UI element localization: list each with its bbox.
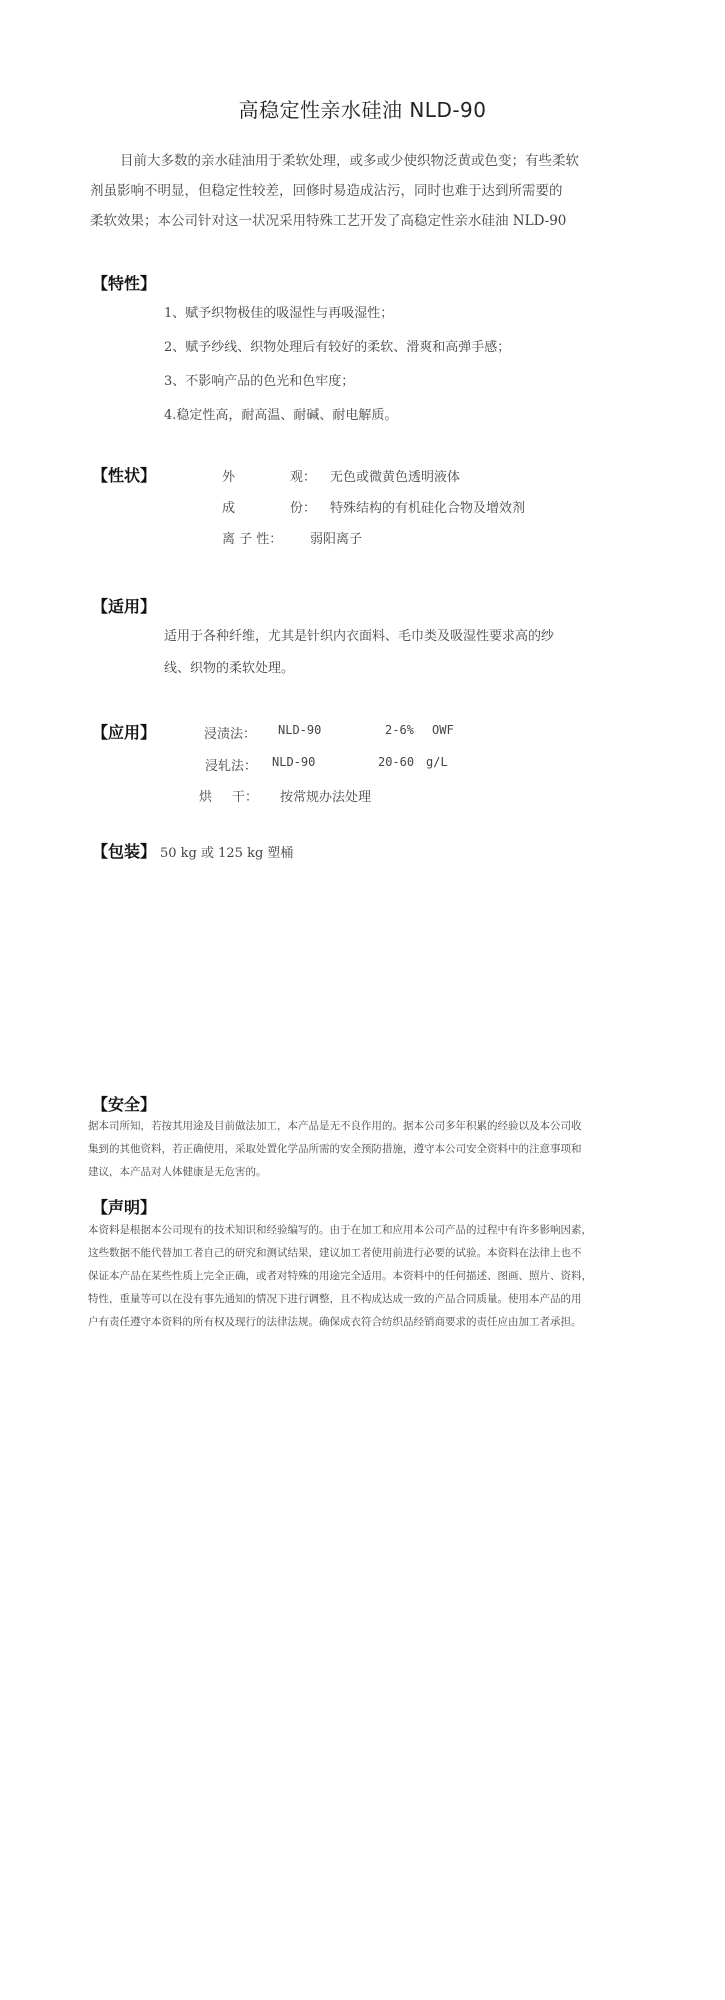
application-product: NLD-90 xyxy=(272,755,316,769)
packaging-text: 50 kg 或 125 kg 塑桶 xyxy=(160,846,294,861)
property-value: 弱阳离子 xyxy=(310,532,363,547)
statement-line: 户有责任遵守本资料的所有权及现行的法律法规。确保成衣符合纺织品经销商要求的责任应由加工者承担。 xyxy=(88,1316,582,1328)
statement-line: 本资料是根据本公司现有的技术知识和经验编写的。由于在加工和应用本公司产品的过程中有许多影响因素， xyxy=(88,1224,592,1236)
statement-line: 这些数据不能代替加工者自己的研究和测试结果，建议加工者使用前进行必要的试验。本资料在法律上也不 xyxy=(88,1247,582,1259)
application-method: 浸轧法： xyxy=(205,759,258,774)
intro-line: 柔软效果；本公司针对这一状况采用特殊工艺开发了高稳定性亲水硅油 NLD-90 xyxy=(90,213,567,229)
packaging-heading: 【包装】 xyxy=(92,842,157,861)
safety-line: 建议，本产品对人体健康是无危害的。 xyxy=(88,1166,267,1178)
features-heading: 【特性】 xyxy=(92,274,157,293)
property-label: 成 xyxy=(222,501,236,516)
property-value: 无色或微黄色透明液体 xyxy=(330,470,461,485)
property-label: 离 子 性： xyxy=(222,532,283,547)
statement-heading: 【声明】 xyxy=(92,1198,157,1217)
safety-heading: 【安全】 xyxy=(92,1095,157,1114)
intro-line: 剂虽影响不明显，但稳定性较差，回修时易造成沾污，同时也难于达到所需要的 xyxy=(90,183,563,199)
applicability-heading: 【适用】 xyxy=(92,597,157,616)
application-heading: 【应用】 xyxy=(92,723,157,742)
intro-paragraph xyxy=(90,146,630,236)
feature-item: 3、不影响产品的色光和色牢度； xyxy=(164,374,355,389)
property-value: 特殊结构的有机硅化合物及增效剂 xyxy=(330,501,526,516)
application-unit: OWF xyxy=(432,723,454,737)
applicability-line: 线、织物的柔软处理。 xyxy=(164,661,295,676)
property-label: 份： xyxy=(290,501,317,516)
application-dosage: 2-6% xyxy=(385,723,414,737)
intro-line: 目前大多数的亲水硅油用于柔软处理，或多或少使织物泛黄或色变；有些柔软 xyxy=(120,153,579,169)
application-dosage: 20-60 xyxy=(378,755,415,769)
property-label: 外 xyxy=(222,470,236,485)
statement-line: 特性，重量等可以在没有事先通知的情况下进行调整，且不构成达成一致的产品合同质量。使用本产品的用 xyxy=(88,1293,582,1305)
page-title: 高稳定性亲水硅油 NLD-90 xyxy=(238,98,487,122)
application-unit: g/L xyxy=(426,755,448,769)
applicability-line: 适用于各种纤维，尤其是针织内衣面料、毛巾类及吸湿性要求高的纱 xyxy=(164,629,555,644)
application-method: 浸渍法： xyxy=(204,727,257,742)
safety-line: 据本司所知，若按其用途及目前做法加工，本产品是无不良作用的。据本公司多年积累的经验以及本公司收 xyxy=(88,1120,582,1132)
feature-item: 1、赋予织物极佳的吸湿性与再吸湿性； xyxy=(164,306,394,321)
safety-line: 集到的其他资料，若正确使用，采取处置化学品所需的安全预防措施，遵守本公司安全资料中的注意事项和 xyxy=(88,1143,582,1155)
application-product: NLD-90 xyxy=(278,723,322,737)
statement-line: 保证本产品在某些性质上完全正确，或者对特殊的用途完全适用。本资料中的任何描述、图画、照片、资料， xyxy=(88,1270,592,1282)
feature-item: 4.稳定性高，耐高温、耐碱、耐电解质。 xyxy=(164,408,398,423)
application-method: 干： xyxy=(232,790,259,805)
feature-item: 2、赋予纱线、织物处理后有较好的柔软、滑爽和高弹手感； xyxy=(164,340,511,355)
properties-heading: 【性状】 xyxy=(92,466,157,485)
property-label: 观： xyxy=(290,470,317,485)
application-note: 按常规办法处理 xyxy=(280,790,372,805)
application-method: 烘 xyxy=(199,790,213,805)
